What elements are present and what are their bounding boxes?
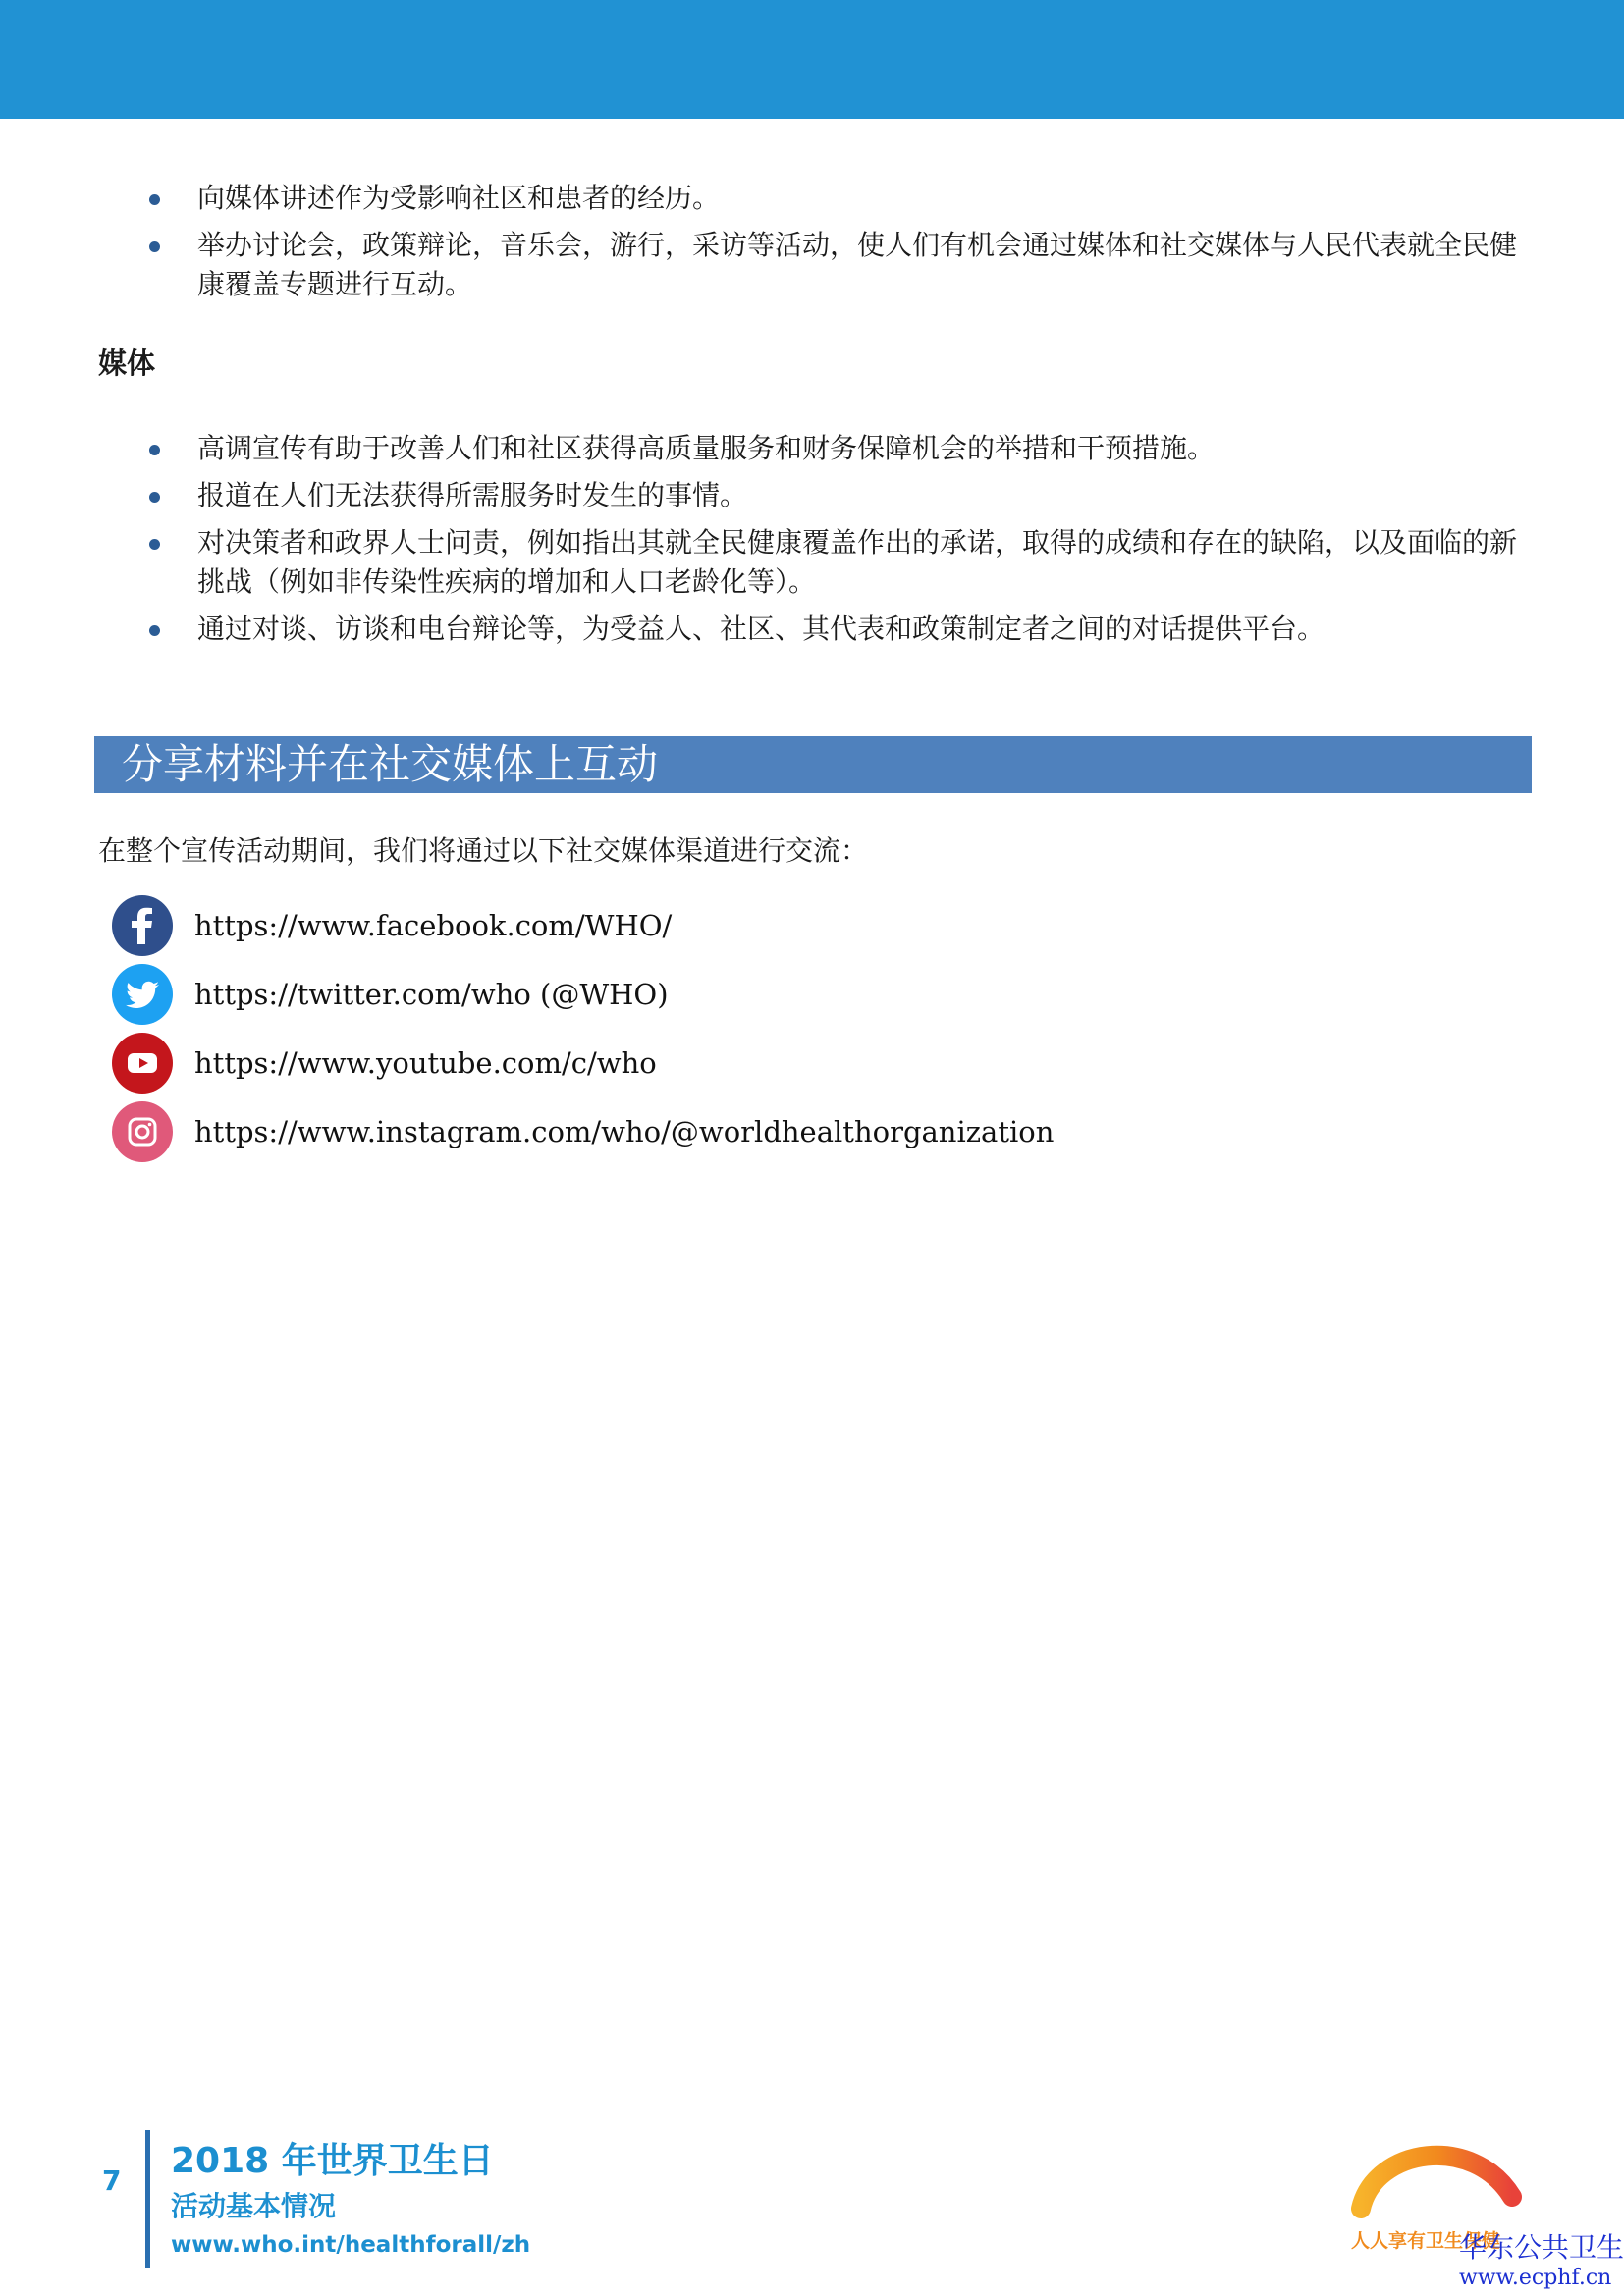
instagram-icon bbox=[112, 1101, 173, 1162]
twitter-link[interactable]: https://twitter.com/who (@WHO) bbox=[194, 978, 669, 1011]
social-link-instagram bbox=[112, 1101, 1054, 1162]
social-link-twitter bbox=[112, 964, 1054, 1025]
list-item: 报道在人们无法获得所需服务时发生的事情。 bbox=[0, 476, 1528, 515]
bullet-list-top bbox=[0, 179, 1624, 312]
list-item: 向媒体讲述作为受影响社区和患者的经历。 bbox=[0, 179, 1528, 218]
logo-caption: 人人享有卫生保健 bbox=[1351, 2230, 1501, 2252]
social-link-facebook bbox=[112, 895, 1054, 956]
section-heading-bar bbox=[94, 736, 1532, 793]
youtube-link[interactable]: https://www.youtube.com/c/who bbox=[194, 1046, 657, 1080]
twitter-icon bbox=[112, 964, 173, 1025]
section-intro: 在整个宣传活动期间，我们将通过以下社交媒体渠道进行交流： bbox=[98, 834, 869, 867]
instagram-link[interactable]: https://www.instagram.com/who/@worldhealthorganization bbox=[194, 1115, 1055, 1148]
footer-divider bbox=[145, 2130, 150, 2268]
social-link-youtube bbox=[112, 1033, 1054, 1094]
youtube-icon bbox=[112, 1033, 173, 1094]
social-links-list bbox=[112, 895, 1054, 1170]
facebook-link[interactable]: https://www.facebook.com/WHO/ bbox=[194, 909, 673, 942]
footer-url-link[interactable]: www.who.int/healthforall/zh bbox=[171, 2232, 531, 2258]
list-item: 举办讨论会，政策辩论，音乐会，游行，采访等活动，使人们有机会通过媒体和社交媒体与人民代表就全民健康覆盖专题进行互动。 bbox=[0, 226, 1528, 304]
header-band bbox=[0, 0, 1624, 119]
facebook-icon bbox=[112, 895, 173, 956]
page-number: 7 bbox=[102, 2164, 122, 2197]
footer-subtitle: 活动基本情况 bbox=[171, 2190, 337, 2222]
list-item: 对决策者和政界人士问责，例如指出其就全民健康覆盖作出的承诺，取得的成绩和存在的缺陷，以及面临的新挑战（例如非传染性疾病的增加和人口老龄化等）。 bbox=[0, 523, 1528, 602]
media-heading: 媒体 bbox=[98, 347, 156, 380]
footer-title: 2018 年世界卫生日 bbox=[171, 2141, 494, 2181]
watermark-text: 华东公共卫生 bbox=[1459, 2231, 1624, 2264]
section-title: 分享材料并在社交媒体上互动 bbox=[122, 740, 659, 788]
watermark-url: www.ecphf.cn bbox=[1459, 2266, 1612, 2290]
list-item: 通过对谈、访谈和电台辩论等，为受益人、社区、其代表和政策制定者之间的对话提供平台。 bbox=[0, 610, 1528, 649]
list-item: 高调宣传有助于改善人们和社区获得高质量服务和财务保障机会的举措和干预措施。 bbox=[0, 429, 1528, 468]
media-bullet-list bbox=[0, 429, 1624, 657]
